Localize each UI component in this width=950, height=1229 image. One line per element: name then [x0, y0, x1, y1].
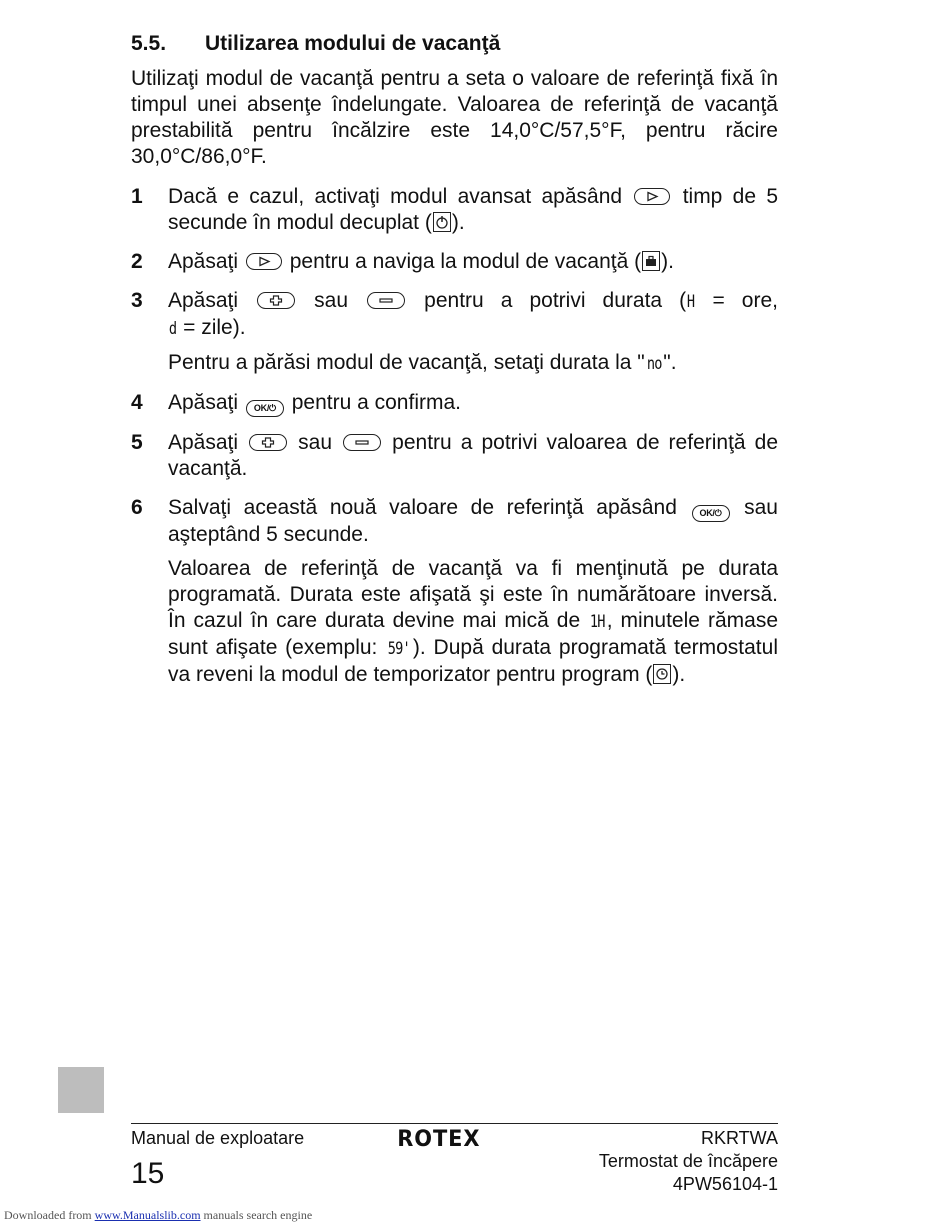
step-6 — [131, 495, 778, 688]
steps-list — [131, 184, 778, 688]
step-text-part: ". — [663, 351, 677, 374]
step-note — [168, 556, 778, 688]
step-text-part: , minutele rămase sunt afişate (exemplu: — [168, 609, 778, 659]
step-text-part: timp de 5 secunde în modul decuplat ( — [168, 185, 779, 234]
plus-button-icon — [257, 292, 295, 309]
power-off-icon — [433, 212, 451, 232]
footer-product-info — [599, 1127, 778, 1196]
ok-button-icon: OK/⏻ — [692, 505, 730, 522]
minus-button-icon — [343, 434, 381, 451]
step-1 — [131, 184, 778, 236]
one-hour-segment-symbol: 1H — [590, 612, 605, 632]
step-number: 3 — [131, 289, 143, 312]
download-prefix: Downloaded from — [4, 1208, 92, 1222]
ok-button-label: OK/ — [699, 508, 715, 518]
download-notice — [4, 1208, 312, 1222]
minutes-example-segment-symbol: 59' — [387, 639, 411, 659]
chapter-tab-marker — [58, 1067, 104, 1113]
step-text-part: Apăsaţi — [168, 289, 239, 312]
step-5 — [131, 430, 778, 482]
step-3 — [131, 288, 778, 377]
footer-manual-title: Manual de exploatare — [131, 1128, 305, 1148]
page-content — [131, 30, 778, 701]
next-arrow-button-icon — [634, 188, 670, 205]
footer-product-name: Termostat de încăpere — [598, 1151, 778, 1171]
next-arrow-button-icon — [246, 253, 282, 270]
days-segment-symbol: d — [168, 319, 177, 339]
step-text-part: sau — [298, 431, 333, 454]
step-text-part: Salvaţi această nouă valoare de referinţă apăsând — [168, 496, 677, 519]
step-4 — [131, 390, 778, 417]
minus-button-icon — [367, 292, 405, 309]
step-text-part: Apăsaţi — [168, 250, 239, 273]
step-text — [168, 184, 778, 236]
step-2 — [131, 249, 778, 275]
clock-icon — [653, 664, 671, 684]
step-text-part: pentru a confirma. — [291, 391, 461, 414]
step-text-part: ). — [661, 250, 674, 273]
suitcase-icon — [642, 251, 660, 271]
ok-button-label: OK/ — [253, 403, 270, 413]
section-heading — [131, 30, 778, 58]
step-text — [168, 390, 778, 417]
section-title: Utilizarea modului de vacanţă — [205, 32, 501, 55]
step-text-part: Dacă e cazul, activaţi modul avansat apăsând — [168, 185, 623, 208]
page-number: 15 — [131, 1157, 165, 1190]
ok-button-icon: OK/⏻ — [246, 400, 284, 417]
step-text-part: Apăsaţi — [168, 431, 239, 454]
rotex-logo: ROTEX — [397, 1127, 481, 1152]
step-text-part: sau — [314, 289, 349, 312]
intro-paragraph: Utilizaţi modul de vacanţă pentru a seta o valoare de referinţă fixă în timpul unei absenţe îndelungate. Valoarea de referinţă de vacanţă prestabilită pentru încălzire este 14,0°C/57,5°F, pentru răcire 30,0°C/86,0°F. — [131, 67, 778, 168]
step-text-part: Pentru a părăsi modul de vacanţă, setaţi durata la " — [168, 351, 645, 374]
step-text-part: pentru a naviga la modul de vacanţă ( — [289, 250, 642, 273]
footer-divider — [131, 1123, 778, 1124]
step-number: 5 — [131, 431, 143, 454]
footer-model: RKRTWA — [700, 1128, 778, 1148]
step-note — [168, 350, 778, 377]
section-number: 5.5. — [131, 32, 167, 55]
step-text-part: ). — [451, 211, 465, 234]
download-suffix: manuals search engine — [203, 1208, 313, 1222]
no-segment-symbol: no — [646, 354, 662, 374]
step-text-part: pentru a potrivi durata ( — [424, 289, 687, 312]
step-number: 2 — [131, 250, 143, 273]
step-number: 4 — [131, 391, 143, 414]
step-text-part: = ore, — [712, 289, 778, 312]
step-text-part: ). După durata programată termostatul va reveni la modul de temporizator pentru program ( — [168, 636, 778, 686]
step-text-part: sau aşteptând 5 secunde. — [168, 496, 778, 546]
plus-button-icon — [249, 434, 287, 451]
step-text — [168, 288, 778, 377]
step-number: 1 — [131, 185, 143, 208]
step-text-part: ). — [672, 663, 686, 686]
footer-doc-code: 4PW56104-1 — [672, 1174, 778, 1194]
hours-segment-symbol: H — [687, 292, 695, 312]
step-text-part: Valoarea de referinţă de vacanţă va fi menţinută pe durata programată. Durata este afişată şi este în numărătoare inversă. În cazul în care durata devine mai mică de — [168, 557, 778, 632]
step-text — [168, 249, 778, 275]
step-number: 6 — [131, 496, 143, 519]
step-text-part: = zile). — [183, 316, 246, 339]
step-text-part: pentru a potrivi valoarea de referinţă de vacanţă. — [168, 431, 779, 480]
step-text — [168, 430, 778, 482]
step-text-part: Apăsaţi — [168, 391, 239, 414]
manualslib-link[interactable]: www.Manualslib.com — [94, 1208, 201, 1222]
step-text — [168, 495, 778, 688]
